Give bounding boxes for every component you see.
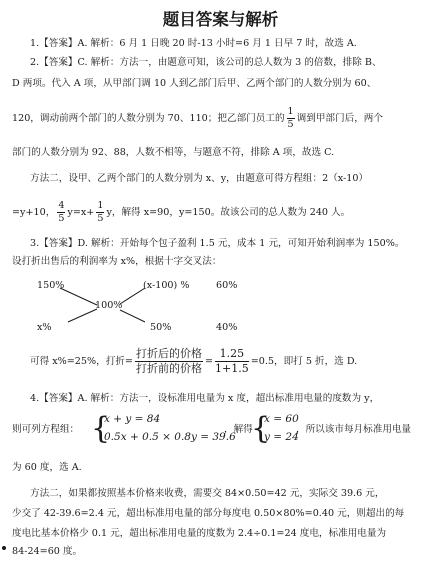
fraction-numerator: 1 — [287, 106, 294, 117]
equals-sign: = — [204, 356, 213, 367]
fraction-numerator: 4 — [58, 200, 65, 211]
answer-3-line-1: 3.【答案】D. 解析：开始每个包子盈利 1.5 元，成本 1 元，可知开始利润率为 150%。 — [30, 238, 405, 249]
answer-4-line-5: 少交了 42-39.6=2.4 元，超出标准用电量的部分每度电 0.50×80%=0.40 元，则超出的每 — [12, 508, 405, 519]
price-ratio-fraction — [135, 347, 203, 376]
answer-4-line-3: 为 60 度，选 A. — [12, 462, 82, 473]
cross-value-50: 50% — [150, 322, 172, 333]
answer-3-line-2: 设打折出售后的利润率为 x%，根据十字交叉法： — [12, 256, 222, 267]
equation-system-2-row-2: y = 24 — [264, 431, 299, 443]
answer-4-line-4: 方法二，如果都按照基本价格来收费，需要交 84×0.50=42 元，实际交 39.6 元， — [30, 488, 385, 499]
answer-2-line-1: 2.【答案】C. 解析：方法一，由题意可知，该公司的总人数为 3 的倍数，排除 B、 — [30, 57, 382, 68]
answer-4-line-1: 4.【答案】A. 解析：方法一，设标准用电量为 x 度，超出标准用电量的度数为 y， — [30, 393, 380, 404]
fraction-numerator: 打折后的价格 — [135, 347, 202, 360]
equation-part-c: y，解得 x=90，y=150。故该公司的总人数为 240 人。 — [106, 207, 351, 218]
cross-value-x-minus-100: (x-100) % — [143, 280, 190, 291]
answer-4-line-2c: ，所以该市每月标准用电量 — [296, 424, 412, 435]
equation-part-b: y=x+ — [67, 207, 95, 218]
fraction-denominator: 5 — [97, 213, 104, 224]
page-title: 题目答案与解析 — [162, 10, 279, 29]
answer-4-line-2b: ，解得 — [224, 424, 253, 435]
answer-4-line-7: 84-24=60 度。 — [12, 546, 83, 557]
discount-text-a: 可得 x%=25%，打折= — [30, 356, 133, 367]
fraction-numerator: 1 — [97, 200, 104, 211]
cross-line-bottom-left — [68, 309, 97, 322]
answer-2-line-2: D 两项。代入 A 项，从甲部门调 10 人到乙部门后甲、乙两个部门的人数分别为 60、 — [12, 78, 377, 89]
discount-text-b: =0.5，即打 5 折，选 D. — [250, 356, 358, 367]
cross-value-40: 40% — [216, 322, 238, 333]
answer-1-line: 1.【答案】A. 解析：6 月 1 日晚 20 时-13 小时=6 月 1 日早 7 时，故选 A. — [30, 38, 357, 49]
answer-2-line-5: 方法二，设甲、乙两个部门的人数分别为 x、y，由题意可得方程组：2（x-10） — [30, 173, 369, 184]
fraction-denominator: 打折前的价格 — [135, 362, 202, 375]
equation-system-1-row-2: 0.5x + 0.5 × 0.8y = 39.6 — [104, 431, 236, 443]
left-brace-2: { — [251, 411, 271, 446]
fraction-denominator: 5 — [58, 213, 65, 224]
cross-value-60: 60% — [216, 280, 238, 291]
fraction-numerator: 1.25 — [215, 347, 249, 362]
left-brace-1: { — [91, 411, 111, 446]
answer-4-line-6: 度电比基本价格少 0.1 元，超出标准用电量的度数为 2.4÷0.1=24 度电，标准用电量为 — [12, 528, 387, 539]
cross-value-x: x% — [37, 322, 52, 333]
answer-2-line-4: 部门的人数分别为 92、88，人数不相等，与题意不符，排除 A 项，故选 C. — [12, 147, 335, 158]
answer-4-line-2a: 则可列方程组： — [12, 424, 80, 435]
fraction-denominator: 1+1.5 — [215, 362, 249, 375]
answer-3-line-3 — [30, 347, 357, 376]
cross-value-100: 100% — [95, 300, 123, 311]
cross-line-top-right — [120, 288, 145, 304]
value-fraction — [215, 347, 249, 376]
answer-2-line-3-text-b: 调到甲部门后，两个 — [296, 113, 383, 124]
equation-system-2-row-1: x = 60 — [264, 413, 299, 425]
bullet-dot — [2, 546, 6, 550]
equation-part-a: =y+10， — [12, 207, 56, 218]
answer-2-line-3-text-a: 120，调动前两个部门的人数分别为 70、110；把乙部门员工的 — [12, 113, 285, 124]
cross-line-bottom-right — [120, 310, 145, 322]
cross-value-150: 150% — [37, 280, 65, 291]
cross-line-top-left — [60, 288, 97, 305]
fraction-denominator: 5 — [287, 119, 294, 130]
equation-system-1-row-1: x + y = 84 — [104, 413, 161, 425]
